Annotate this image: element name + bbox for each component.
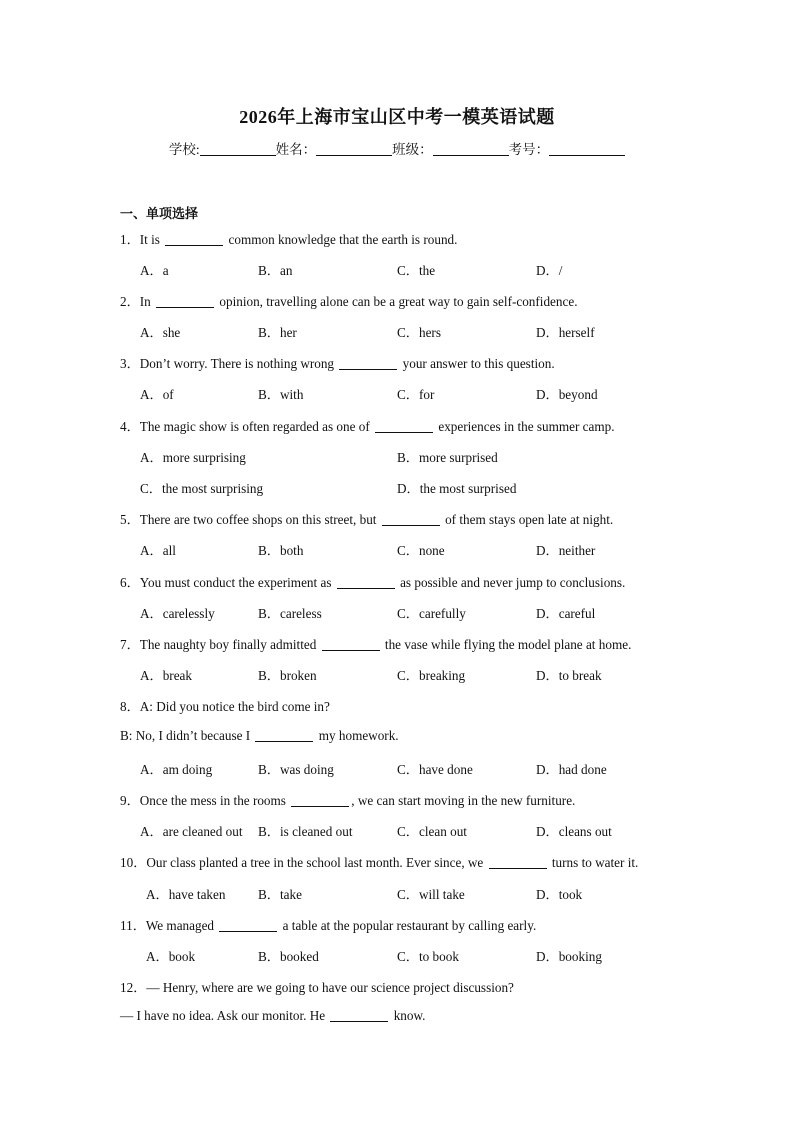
question-text: Our class planted a tree in the school last month. Ever since, we (146, 855, 484, 870)
option-d: D．neither (536, 543, 596, 558)
option-c: C．none (397, 543, 445, 558)
option-d: D．to break (536, 668, 602, 683)
answer-blank (489, 856, 547, 869)
section-heading: 一、单项选择 (120, 207, 199, 222)
question-number: 8． (120, 699, 140, 714)
option-d: D．beyond (536, 387, 598, 402)
question-12 (120, 977, 514, 996)
question-9 (120, 790, 575, 809)
question-text: of them stays open late at night. (445, 512, 614, 527)
option-c: C．carefully (397, 606, 466, 621)
question-number: 12． (120, 980, 147, 995)
option-c: C．to book (397, 949, 459, 964)
option-a: A．more surprising (140, 450, 246, 465)
question-text: In (139, 294, 151, 309)
option-d: D．took (536, 887, 583, 902)
answer-blank (330, 1009, 388, 1022)
answer-blank (291, 794, 349, 807)
option-d: D．/ (536, 263, 563, 278)
exam-no-label: 考号： (508, 142, 550, 157)
question-text: opinion, travelling alone can be a great way to gain self-confidence. (219, 294, 578, 309)
class-blank[interactable] (433, 141, 509, 156)
option-b: B．take (258, 887, 302, 902)
option-a: A．carelessly (140, 606, 215, 621)
option-a: A．book (146, 949, 196, 964)
question-text: It is (139, 232, 160, 247)
school-label: 学校: (168, 142, 200, 157)
question-number: 1． (120, 232, 140, 247)
answer-blank (156, 295, 214, 308)
option-c: C．have done (397, 762, 473, 777)
option-b: B．her (258, 325, 297, 340)
question-number: 11． (120, 918, 146, 933)
question-1 (120, 229, 457, 248)
question-text: , we can start moving in the new furniture. (351, 793, 576, 808)
option-a: A．she (140, 325, 181, 340)
option-b: B．more surprised (397, 450, 498, 465)
student-info (0, 138, 794, 158)
option-c: C．hers (397, 325, 441, 340)
option-a: A．are cleaned out (140, 824, 243, 839)
option-a: A．am doing (140, 762, 213, 777)
option-d: D．careful (536, 606, 596, 621)
option-c: C．for (397, 387, 435, 402)
option-d: D．booking (536, 949, 602, 964)
question-text: the vase while flying the model plane at home. (384, 637, 632, 652)
question-4 (120, 416, 615, 435)
question-text: as possible and never jump to conclusions. (400, 575, 626, 590)
question-text: my homework. (318, 728, 399, 743)
question-number: 5． (120, 512, 140, 527)
question-6 (120, 572, 625, 591)
question-text: common knowledge that the earth is round. (228, 232, 458, 247)
question-number: 4． (120, 419, 140, 434)
question-text: — Henry, where are we going to have our science project discussion? (146, 980, 514, 995)
page-title: 2026年上海市宝山区中考一模英语试题 (239, 107, 555, 127)
question-text: B: No, I didn’t because I (120, 728, 251, 743)
question-text: your answer to this question. (402, 356, 555, 371)
option-c: C．breaking (397, 668, 466, 683)
option-b: B．an (258, 263, 293, 278)
question-7 (120, 634, 631, 653)
option-b: B．careless (258, 606, 322, 621)
option-c: C．the (397, 263, 436, 278)
option-a: A．of (140, 387, 174, 402)
option-b: B．booked (258, 949, 319, 964)
question-number: 10． (120, 855, 147, 870)
option-c: C．will take (397, 887, 465, 902)
option-d: D．herself (536, 325, 595, 340)
exam-no-blank[interactable] (549, 141, 625, 156)
question-5 (120, 509, 613, 528)
answer-blank (339, 357, 397, 370)
answer-blank (382, 513, 440, 526)
question-text: Once the mess in the rooms (139, 793, 286, 808)
question-text: You must conduct the experiment as (139, 575, 332, 590)
question-number: 3． (120, 356, 140, 371)
class-label: 班级： (392, 142, 433, 157)
option-b: B．with (258, 387, 304, 402)
question-text: turns to water it. (551, 855, 639, 870)
question-11 (120, 915, 536, 934)
answer-blank (255, 729, 313, 742)
question-text: a table at the popular restaurant by calling early. (282, 918, 537, 933)
question-text: know. (393, 1008, 426, 1023)
school-blank[interactable] (200, 141, 276, 156)
option-c: C．the most surprising (140, 481, 264, 496)
question-12-line-2 (120, 1008, 425, 1024)
answer-blank (219, 919, 277, 932)
name-blank[interactable] (316, 141, 392, 156)
question-2 (120, 291, 578, 310)
question-3 (120, 353, 555, 372)
option-a: A．have taken (146, 887, 226, 902)
answer-blank (322, 638, 380, 651)
question-text: A: Did you notice the bird come in? (139, 699, 330, 714)
option-b: B．is cleaned out (258, 824, 353, 839)
option-b: B．was doing (258, 762, 334, 777)
question-text: The naughty boy finally admitted (139, 637, 317, 652)
answer-blank (337, 576, 395, 589)
question-text: We managed (145, 918, 215, 933)
option-b: B．broken (258, 668, 317, 683)
question-number: 6． (120, 575, 140, 590)
question-text: There are two coffee shops on this street, but (139, 512, 377, 527)
name-label: 姓名： (275, 142, 317, 157)
option-d: D．had done (536, 762, 607, 777)
option-a: A．all (140, 543, 176, 558)
option-d: D．cleans out (536, 824, 612, 839)
question-number: 9． (120, 793, 140, 808)
question-8-line-2 (120, 728, 399, 744)
answer-blank (375, 420, 433, 433)
option-b: B．both (258, 543, 304, 558)
question-text: experiences in the summer camp. (438, 419, 615, 434)
question-text: — I have no idea. Ask our monitor. He (120, 1008, 326, 1023)
option-c: C．clean out (397, 824, 467, 839)
question-8 (120, 696, 330, 715)
question-text: The magic show is often regarded as one of (139, 419, 370, 434)
question-text: Don’t worry. There is nothing wrong (139, 356, 335, 371)
option-d: D．the most surprised (397, 481, 517, 496)
answer-blank (165, 233, 223, 246)
question-number: 7． (120, 637, 140, 652)
question-number: 2． (120, 294, 140, 309)
question-10 (120, 852, 638, 871)
option-a: A．break (140, 668, 192, 683)
option-a: A．a (140, 263, 169, 278)
